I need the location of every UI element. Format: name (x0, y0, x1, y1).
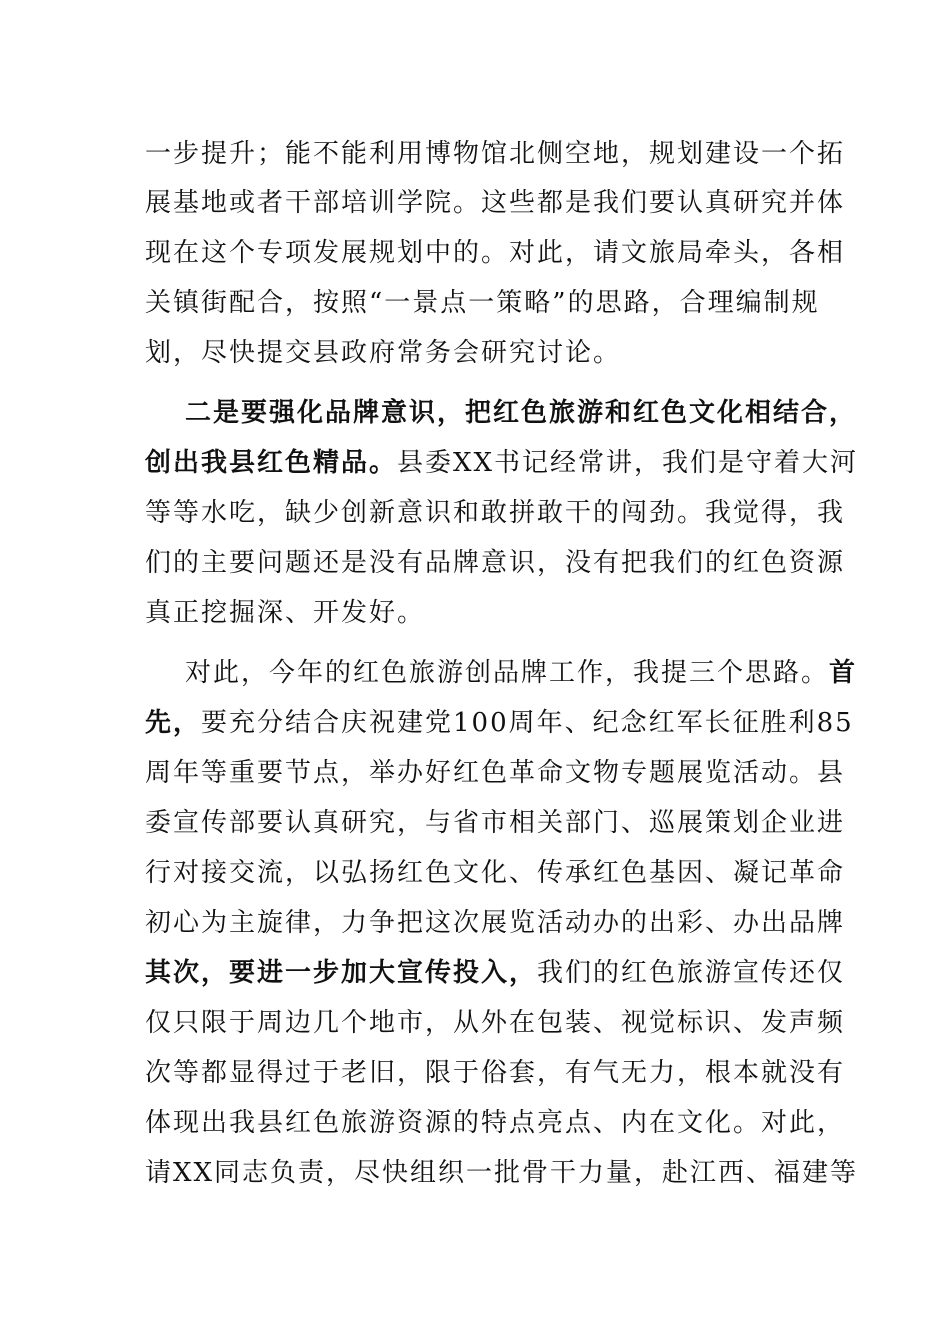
paragraph-3-first-label: 首 (829, 658, 858, 688)
paragraph-3-line-11: 请XX同志负责，尽快组织一批骨干力量，赴江西、福建等 (145, 1158, 859, 1188)
paragraph-3-text: 对此，今年的红色旅游创品牌工作，我提三个思路。 (185, 658, 830, 688)
paragraph-2-line-3: 等等水吃，缺少创新意识和敢拼敢干的闯劲。我觉得，我 (145, 498, 846, 528)
paragraph-3-line-1 (185, 656, 858, 690)
paragraph-2-heading: 二是要强化品牌意识，把红色旅游和红色文化相结合， (185, 398, 858, 428)
paragraph-1-line-3: 现在这个专项发展规划中的。对此，请文旅局牵头，各相 (145, 238, 846, 268)
paragraph-3-line-8: 仅只限于周边几个地市，从外在包装、视觉标识、发声频 (145, 1008, 846, 1038)
paragraph-3-first-label-end: 先， (145, 708, 202, 738)
paragraph-3-line-5: 行对接交流，以弘扬红色文化、传承红色基因、凝记革命 (145, 858, 846, 888)
paragraph-1-line-5: 划，尽快提交县政府常务会研究讨论。 (145, 338, 622, 368)
paragraph-3-line-6: 初心为主旋律，力争把这次展览活动办的出彩、办出品牌 (145, 908, 846, 938)
paragraph-2-line-5: 真正挖掘深、开发好。 (145, 598, 426, 628)
paragraph-3-line-9: 次等都显得过于老旧，限于俗套，有气无力，根本就没有 (145, 1058, 846, 1088)
paragraph-3-text: 我们的红色旅游宣传还仅 (537, 958, 846, 988)
paragraph-3-line-2 (145, 706, 854, 740)
paragraph-2-line-4: 们的主要问题还是没有品牌意识，没有把我们的红色资源 (145, 548, 846, 578)
paragraph-1-line-1: 一步提升；能不能利用博物馆北侧空地，规划建设一个拓 (145, 139, 846, 169)
paragraph-3-line-10: 体现出我县红色旅游资源的特点亮点、内在文化。对此， (145, 1108, 846, 1138)
paragraph-2-text: 县委XX书记经常讲，我们是守着大河 (397, 448, 859, 478)
paragraph-1-line-4: 关镇街配合，按照“一景点一策略”的思路，合理编制规 (145, 288, 820, 318)
paragraph-1-line-2: 展基地或者干部培训学院。这些都是我们要认真研究并体 (145, 188, 846, 218)
paragraph-3-line-4: 委宣传部要认真研究，与省市相关部门、巡展策划企业进 (145, 808, 846, 838)
paragraph-2-heading-end: 创出我县红色精品。 (145, 448, 398, 478)
paragraph-3-second-label: 其次，要进一步加大宣传投入， (145, 958, 538, 988)
paragraph-3-line-3: 周年等重要节点，举办好红色革命文物专题展览活动。县 (145, 758, 846, 788)
paragraph-2-line-2 (145, 446, 859, 480)
paragraph-3-text: 要充分结合庆祝建党100周年、纪念红军长征胜利85 (201, 708, 854, 738)
paragraph-3-line-7 (145, 956, 846, 990)
